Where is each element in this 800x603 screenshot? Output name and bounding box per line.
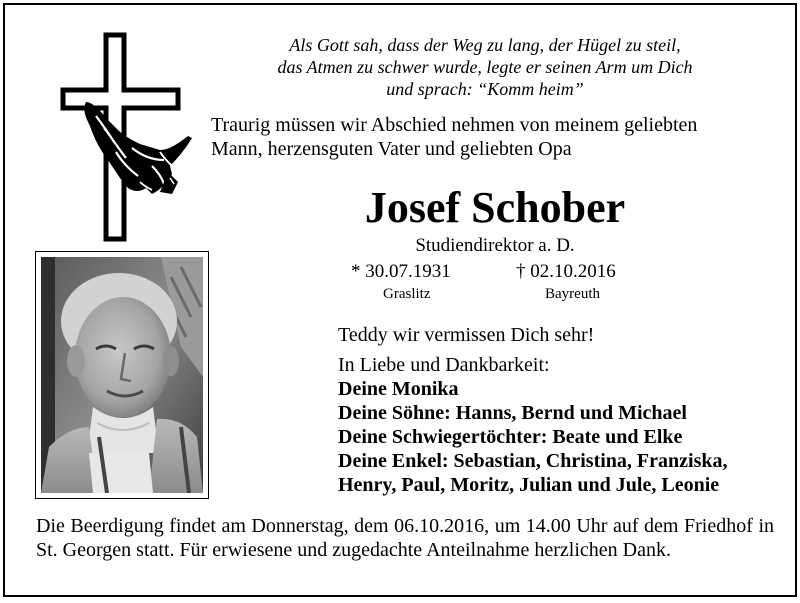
death-date: † 02.10.2016 [516,261,616,282]
family-member: Deine Söhne: Hanns, Bernd und Michael [338,402,687,424]
cross-praying-hands-icon [60,32,195,242]
poem-line: Als Gott sah, dass der Weg zu lang, der Hügel zu steil, [289,35,681,55]
poem-line: das Atmen zu schwer wurde, legte er seinen Arm um Dich [277,57,693,77]
family-member: Deine Schwiegertöchter: Beate und Elke [338,426,683,448]
miss-line: Teddy wir vermissen Dich sehr! [338,324,595,346]
funeral-announcement: Die Beerdigung findet am Donnerstag, dem 06.10.2016, um 14.00 Uhr auf dem Friedhof in St. Georgen statt. Für erwiesene und zugedachte Anteilnahme herzlichen Dank. [36,515,774,561]
family-member: Deine Monika [338,378,459,400]
portrait-photo [35,251,209,499]
poem-line: und sprach: “Komm heim” [386,79,584,99]
deceased-title: Studiendirektor a. D. [415,235,575,256]
portrait-image [41,257,203,493]
family-signature [338,323,727,497]
family-member: Henry, Paul, Moritz, Julian und Jule, Leonie [338,474,720,496]
obituary-notice [3,3,797,597]
intro-line: Mann, herzensguten Vater und geliebten Opa [211,138,572,160]
birth-date: * 30.07.1931 [351,261,451,282]
death-place: Bayreuth [545,286,600,302]
birth-place: Graslitz [383,286,431,302]
family-member: Deine Enkel: Sebastian, Christina, Franziska, [338,450,728,472]
intro-text [211,113,781,161]
gratitude-line: In Liebe und Dankbarkeit: [338,354,550,376]
poem [215,34,755,100]
deceased-name: Josef Schober [364,183,626,232]
intro-line: Traurig müssen wir Abschied nehmen von meinem geliebten [211,114,698,136]
